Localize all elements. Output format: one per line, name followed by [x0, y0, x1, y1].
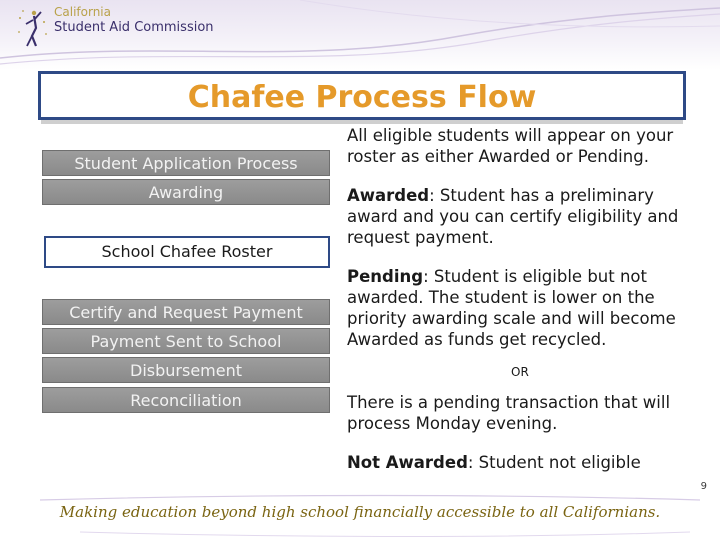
page-number: 9 — [700, 481, 707, 492]
step-student-application: Student Application Process — [42, 150, 330, 176]
commission-logo-icon — [14, 6, 50, 52]
step-awarding: Awarding — [42, 179, 330, 205]
not-awarded-description: : Student not eligible — [467, 453, 641, 472]
awarded-paragraph — [347, 185, 697, 248]
org-name-line1: California — [54, 5, 111, 19]
step-school-chafee-roster: School Chafee Roster — [44, 236, 330, 268]
org-name-line2: Student Aid Commission — [54, 20, 214, 35]
pending-description: : Student is eligible but not awarded. The student is lower on the priority awarding scale and will become Awarded as funds get recycled. — [347, 267, 676, 349]
footer-tagline: Making education beyond high school financially accessible to all Californians. — [59, 503, 661, 521]
step-payment-sent: Payment Sent to School — [42, 328, 330, 354]
not-awarded-paragraph — [347, 452, 697, 473]
pending-paragraph — [347, 266, 697, 350]
awarded-description: : Student has a preliminary award and you can certify eligibility and request payment. — [347, 186, 679, 247]
title-box — [38, 71, 686, 120]
pending-transaction-paragraph: There is a pending transaction that will process Monday evening. — [347, 393, 671, 433]
not-awarded-label: Not Awarded — [347, 453, 468, 472]
slide-title: Chafee Process Flow — [187, 80, 537, 115]
intro-paragraph: All eligible students will appear on your roster as either Awarded or Pending. — [347, 126, 674, 166]
awarded-label: Awarded — [347, 186, 430, 205]
pending-label: Pending — [347, 267, 424, 286]
step-disbursement: Disbursement — [42, 357, 330, 383]
or-separator: OR — [511, 365, 529, 379]
step-certify-request-payment: Certify and Request Payment — [42, 299, 330, 325]
step-reconciliation: Reconciliation — [42, 387, 330, 413]
